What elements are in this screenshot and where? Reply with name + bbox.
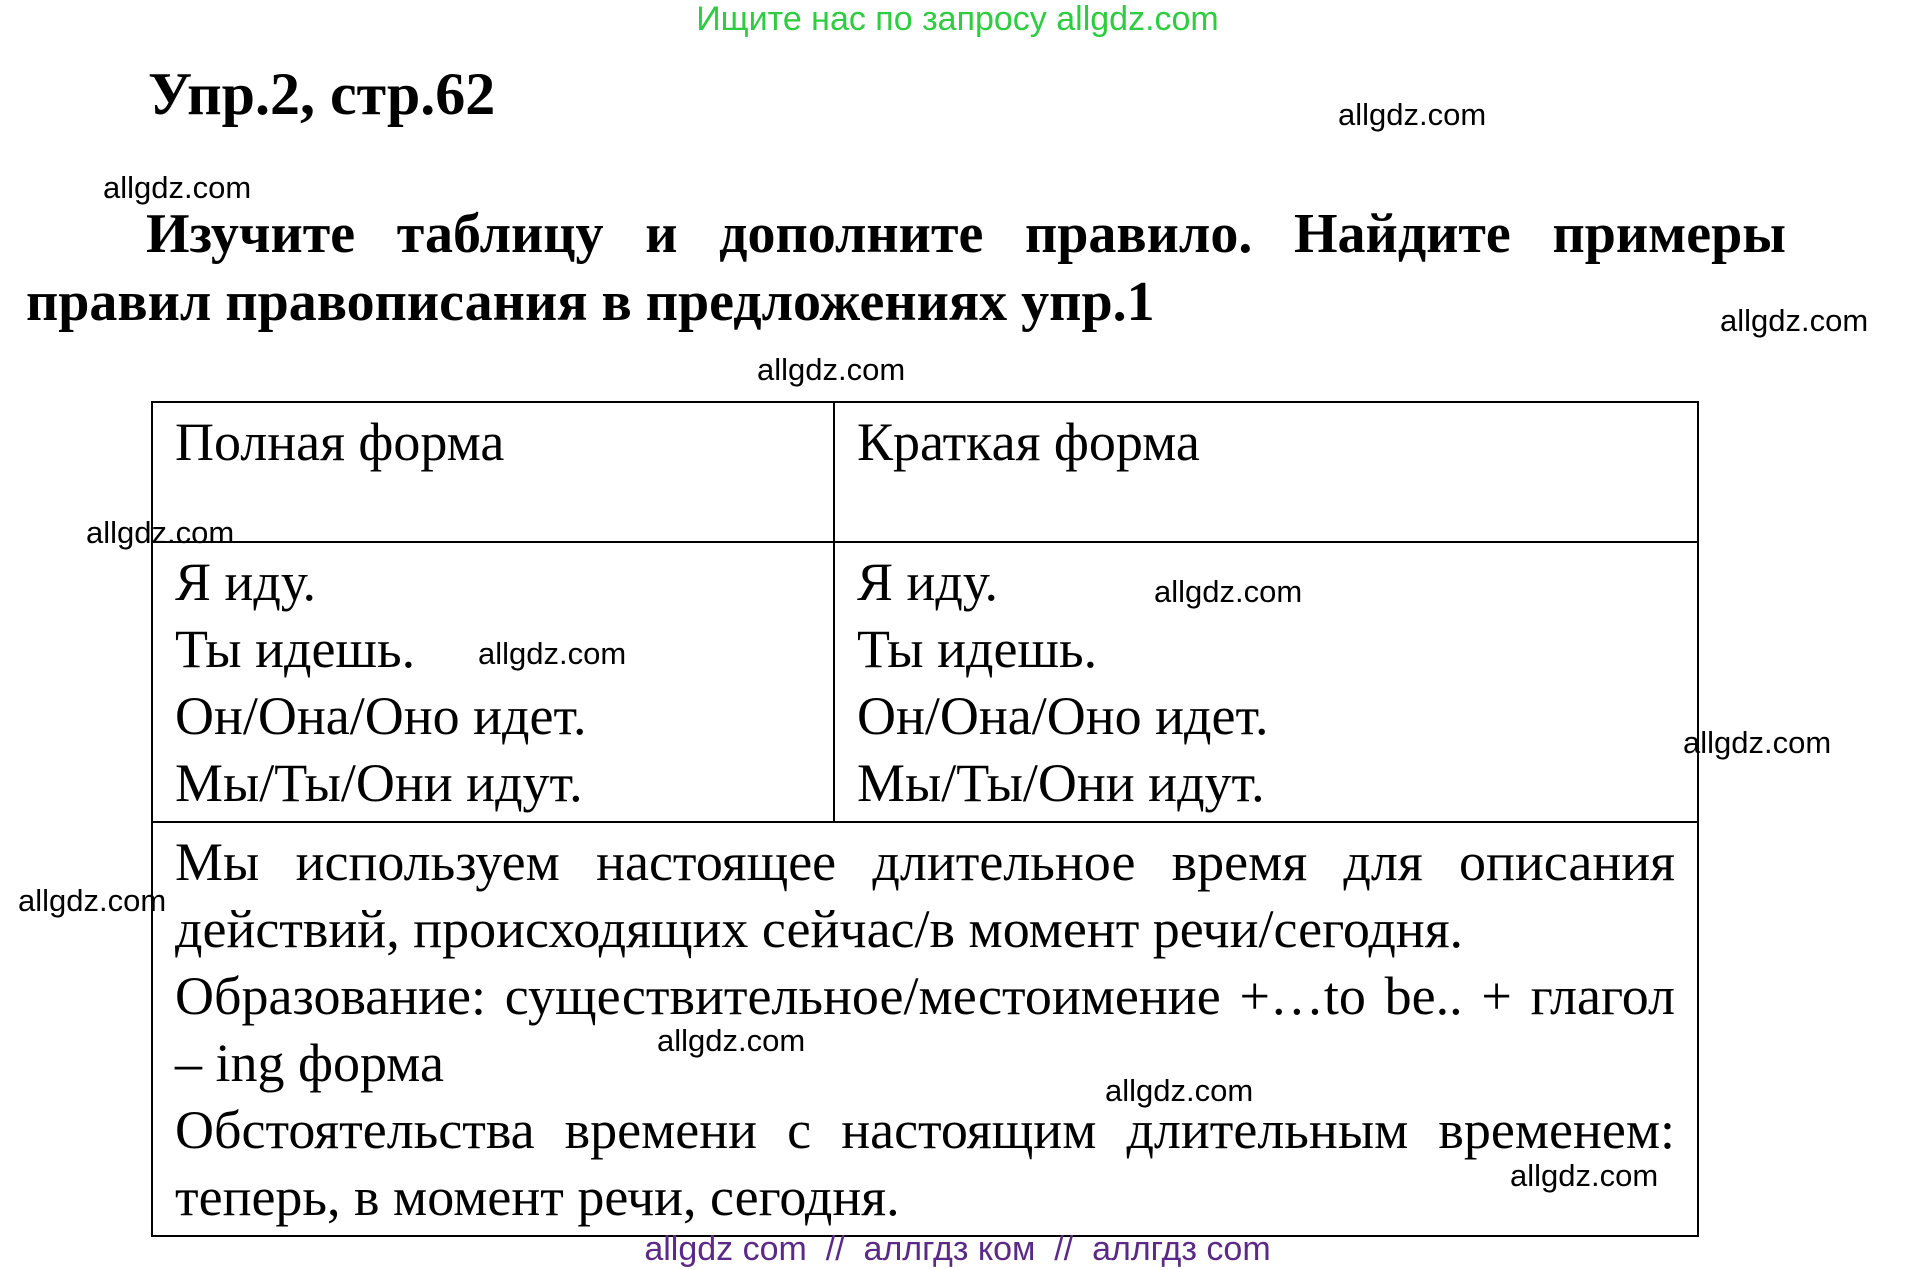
exercise-title: Упр.2, стр.62 <box>148 61 496 127</box>
exercise-instructions: Изучите таблицу и дополните правило. Найдите примеры правил правописания в предложениях упр.1 <box>26 203 1786 333</box>
watermark: allgdz.com <box>18 883 167 918</box>
watermark: allgdz.com <box>478 636 627 671</box>
short-form-line: Ты идешь. <box>857 619 1098 679</box>
footer-links: allgdz com // аллгдз ком // аллгдз com <box>644 1230 1271 1268</box>
watermark: allgdz.com <box>86 515 235 550</box>
short-form-line: Я иду. <box>857 552 998 612</box>
rule-formation: Образование: существительное/местоимение +…to be.. + глагол – ing форма <box>175 966 1675 1093</box>
full-form-line: Он/Она/Оно идет. <box>175 686 587 746</box>
watermark: allgdz.com <box>1720 303 1869 338</box>
watermark: allgdz.com <box>1105 1073 1254 1108</box>
top-banner: Ищите нас по запросу allgdz.com <box>696 0 1219 38</box>
rule-adverbials: Обстоятельства времени с настоящим длительным временем: теперь, в момент речи, сегодня. <box>175 1100 1675 1227</box>
table-header-row <box>152 402 1698 542</box>
watermark: allgdz.com <box>757 352 906 387</box>
table-examples-row <box>152 542 1698 822</box>
header-full-form: Полная форма <box>152 402 834 542</box>
rule-usage: Мы используем настоящее длительное время для описания действий, происходящих сейчас/в момент речи/сегодня. <box>175 832 1675 959</box>
short-form-line: Он/Она/Оно идет. <box>857 686 1269 746</box>
rule-cell <box>152 822 1698 1236</box>
watermark: allgdz.com <box>657 1023 806 1058</box>
grammar-table <box>151 401 1699 1237</box>
watermark: allgdz.com <box>1683 725 1832 760</box>
full-form-line: Ты идешь. <box>175 619 416 679</box>
watermark: allgdz.com <box>1154 574 1303 609</box>
watermark: allgdz.com <box>1338 97 1487 132</box>
full-form-line: Я иду. <box>175 552 316 612</box>
full-form-line: Мы/Ты/Они идут. <box>175 753 583 813</box>
watermark: allgdz.com <box>103 170 252 205</box>
header-short-form: Краткая форма <box>834 402 1698 542</box>
short-form-line: Мы/Ты/Они идут. <box>857 753 1265 813</box>
table-rule-row <box>152 822 1698 1236</box>
watermark: allgdz.com <box>1510 1158 1659 1193</box>
full-form-examples <box>152 542 834 822</box>
